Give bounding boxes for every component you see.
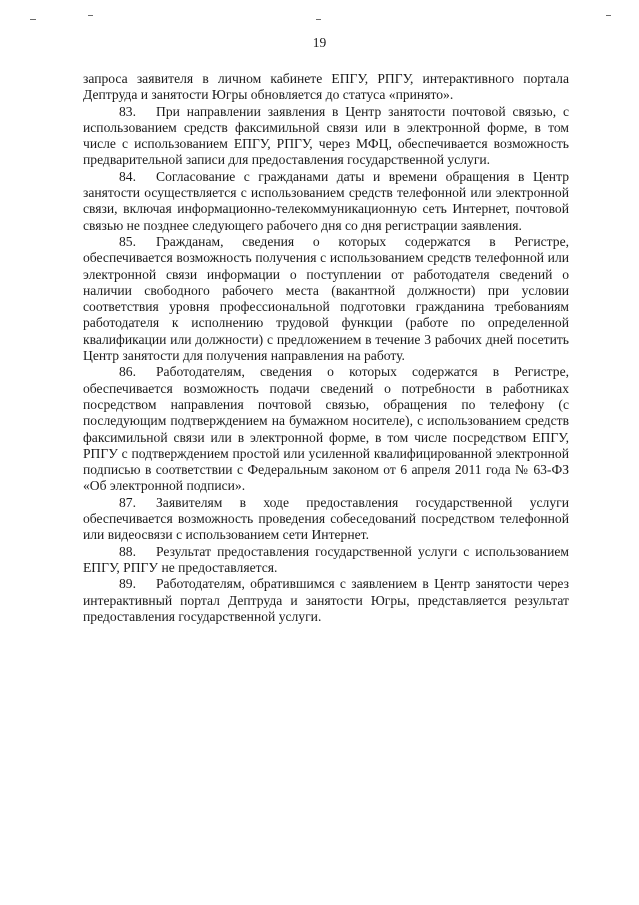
paragraph-86 (83, 364, 569, 494)
paragraph-text: Согласование с гражданами даты и времени обращения в Центр занятости осуществляется с использованием средств телефонной или электронной связи, включая информационно-телекоммуникационную сеть Интернет, почтовой связью не позднее следующего рабочего дня со дня регистрации заявления. (83, 168, 569, 233)
paragraph-number: 84. (119, 168, 136, 184)
paragraph-87 (83, 495, 569, 544)
paragraph-83 (83, 104, 569, 169)
paragraph-text: Гражданам, сведения о которых содержатся в Регистре, обеспечивается возможность получения с использованием средств телефонной или электронной связи информации о поступлении от работодателя сведений о наличии свободного рабочего места (вакантной должности) при условии соответствия уровня профессиональной подготовки гражданина требованиям работодателя к исполнению трудовой функции (работе по определенной квалификации или должности) с предложением в течение 3 рабочих дней посетить Центр занятости для получения направления на работу. (83, 233, 569, 364)
paragraph-number: 85. (119, 233, 136, 249)
paragraph-89 (83, 576, 569, 625)
document-body (83, 71, 569, 625)
paragraph-text: Работодателям, обратившимся с заявлением в Центр занятости через интерактивный портал Дептруда и занятости Югры, представляется результат предоставления государственной услуги. (83, 576, 569, 624)
scan-mark (30, 19, 36, 20)
paragraph-number: 87. (119, 494, 136, 510)
paragraph-88 (83, 544, 569, 577)
scan-mark (88, 15, 93, 16)
paragraph-number: 83. (119, 103, 136, 119)
paragraph-text: Результат предоставления государственной услуги с использованием ЕПГУ, РПГУ не предоставляется. (83, 543, 569, 575)
paragraph-number: 88. (119, 543, 136, 559)
paragraph-text: Работодателям, сведения о которых содержатся в Регистре, обеспечивается возможность подачи сведений о потребности в работниках посредством направления почтовой связью, обращения по телефону (с последующим подтверждением на бумажном носителе), с использованием средств факсимильной связи или в электронной форме, в том числе посредством ЕПГУ, РПГУ с подтверждением простой или усиленной квалифицированной электронной подписью в соответствии с Федеральным законом от 6 апреля 2011 года № 63-ФЗ «Об электронной подписи». (83, 364, 569, 494)
paragraph-number: 89. (119, 576, 136, 592)
paragraph-84 (83, 169, 569, 234)
scan-mark (316, 19, 321, 20)
paragraph-continuation (83, 71, 569, 104)
page-number: 19 (312, 35, 327, 50)
paragraph-text: запроса заявителя в личном кабинете ЕПГУ, РПГУ, интерактивного портала Дептруда и занятости Югры обновляется до статуса «принято». (83, 71, 569, 103)
scan-mark (606, 15, 611, 16)
paragraph-text: Заявителям в ходе предоставления государственной услуги обеспечивается возможность проведения собеседований посредством телефонной или видеосвязи с использованием сети Интернет. (83, 494, 569, 543)
paragraph-text: При направлении заявления в Центр занятости почтовой связью, с использованием средств факсимильной связи или в электронной форме, в том числе с использованием ЕПГУ, РПГУ, через МФЦ, обеспечивается возможность предварительной записи для предоставления государственной услуги. (83, 103, 569, 168)
paragraph-85 (83, 234, 569, 364)
paragraph-number: 86. (119, 364, 136, 380)
